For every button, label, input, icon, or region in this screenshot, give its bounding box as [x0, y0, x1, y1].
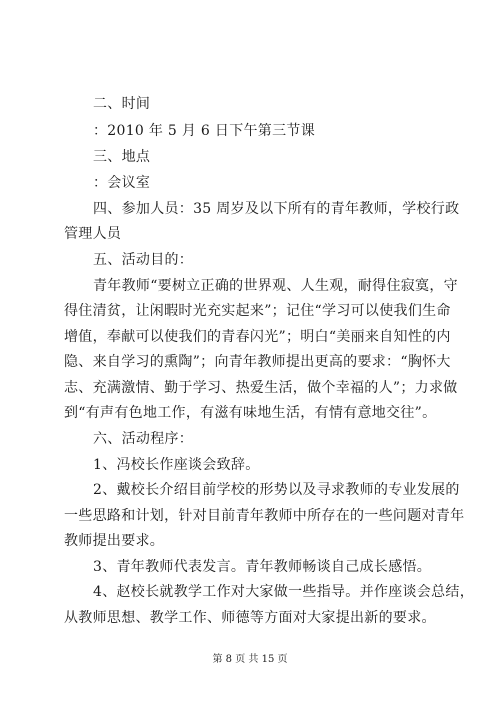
text-line: 四、参加人员：35 周岁及以下所有的青年教师，学校行政: [93, 201, 460, 217]
text-line: 4、赵校长就教学工作对大家做一些指导。并作座谈会总结，: [93, 584, 475, 600]
text-line: 1、冯校长作座谈会致辞。: [93, 457, 260, 473]
text-line: 2、戴校长介绍目前学校的形势以及寻求教师的专业发展的: [93, 482, 460, 498]
text-line: 六、活动程序：: [93, 431, 194, 447]
text-line: 从教师思想、教学工作、师德等方面对大家提出新的要求。: [64, 610, 436, 626]
text-line: 隐、来自学习的熏陶”；向青年教师提出更高的要求：“胸怀大: [64, 354, 451, 370]
text-line: 教师提出要求。: [64, 533, 165, 549]
text-line: 得住清贫，让闲暇时光充实起来”；记住“学习可以使我们生命: [64, 303, 451, 319]
text-line: ：2010 年 5 月 6 日下午第三节课: [93, 123, 315, 139]
text-line: 五、活动目的：: [93, 252, 194, 268]
text-line: 到“有声有色地工作，有滋有味地生活，有情有意地交往”。: [64, 405, 437, 421]
text-line: 管理人员: [64, 226, 122, 242]
text-line: ：会议室: [93, 175, 151, 191]
text-line: 青年教师“要树立正确的世界观、人生观，耐得住寂寞，守: [93, 278, 458, 294]
text-line: 三、地点: [93, 149, 151, 165]
text-line: 3、青年教师代表发言。青年教师畅谈自己成长感悟。: [93, 559, 432, 575]
text-line: 增值，奉献可以使我们的青春闪光”；明白“美丽来自知性的内: [64, 329, 451, 345]
text-line: 志、充满激情、勤于学习、热爱生活，做个幸福的人”；力求做: [64, 380, 458, 396]
text-line: 二、时间: [93, 96, 151, 112]
text-line: 一些思路和计划，针对目前青年教师中所存在的一些问题对青年: [64, 508, 465, 524]
page-number-footer: 第 8 页 共 15 页: [212, 654, 288, 665]
